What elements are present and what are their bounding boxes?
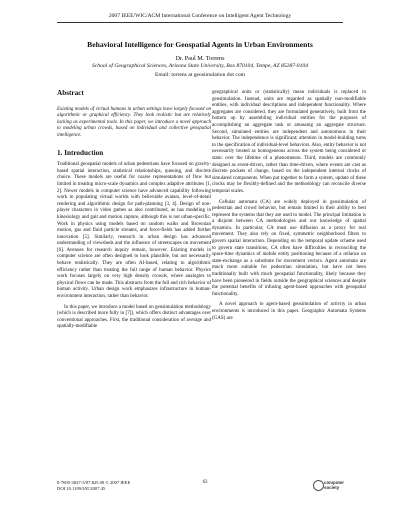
intro-paragraph-2: In this paper, we introduce a model based on geosimulation methodology (which is described more fully in [7]), which offers distinct advantages over conventional approaches. First, the traditional consideration of average and spatially-modifiable <box>57 304 211 330</box>
logo-ring-icon <box>313 480 324 491</box>
introduction-heading: 1. Introduction <box>57 148 104 157</box>
computer-society-logo <box>313 479 343 495</box>
paper-title: Behavioral Intelligence for Geospatial Agents in Urban Environments <box>87 40 313 49</box>
paper-author: Dr. Paul M. Torrens <box>175 55 225 62</box>
right-paragraph-3: A novel approach to agent-based geosimulation of activity in urban environments is introduced in this paper. Geographic Automata Systems (GAS) are <box>212 302 366 321</box>
author-email: Email: torrens at geosimulation dot com <box>155 72 245 78</box>
right-column <box>212 90 366 326</box>
page-footer <box>57 480 130 492</box>
abstract-text: Existing models of virtual humans in urban settings have largely focused on algorithmic or graphical efficiency. They look realistic but are relatively lacking as experimental tools. In this paper, we introduce a novel approach to modeling urban crowds, based on individual and collective geospatial intelligence. <box>57 106 211 138</box>
footer-doi: DOI 10.1109/IAT.2007.45 <box>57 486 106 491</box>
page-number: 63 <box>202 480 208 485</box>
footer-copyright: 0-7695-3027-3/07 $25.00 © 2007 IEEE <box>57 480 131 485</box>
logo-text-line1: computer <box>324 480 345 485</box>
author-affiliation: School of Geographical Sciences, Arizona State University, Box 870104, Tempe, AZ 85287-0104 <box>91 63 308 69</box>
header-divider <box>57 22 343 23</box>
logo-text-line2: society <box>324 485 340 490</box>
conference-header: 2007 IEEE/WIC/ACM International Conference on Intelligent Agent Technology <box>108 13 292 19</box>
left-column <box>57 90 211 335</box>
intro-paragraph-1: Traditional geospatial models of urban pedestrians have focused on gravity-based spatial interaction, statistical relationships, queuing, and discrete choice. These models are useful for coarse representations of flow but limited in treating micro-scale dynamics and complex adaptive attributes [1, 2]. Newer models in computer science have advanced capability following work in populating virtual worlds with believable avatars, level-of-detail rendering and algorithmic design for path-planning [3, 4]. Design of non-player characters in video games as also contributed, as has modeling in kinesiology and gait and motion capture, although this is not urban-specific. Work in physics using models based on random walks and Brownian motion, gas and fluid particle streams, and force-fields has added further innovation [5]. Similarly, research in urban design has advanced understanding of viewsheds and the influence of streetscapes on movement [6]. Avenues for research inquiry remain, however. Existing models in computer science are often designed to look plausible, but not necessarily behave realistically. They are often AI-based, relating to algorithmic efficiency rather than treating the full range of human behavior. Physics work focuses largely on very high density crowds, where analogies to physical flows can be made. This abstracts from the full and rich behavior of human activity. Urban design work emphasizes infrastructure in human-environment interaction, rather than behavior. <box>57 162 211 300</box>
right-paragraph-2: Cellular automata (CA) are widely deployed in geosimulation of pedestrian and crowd behavior, but remain limited in their ability to best represent the systems that they are used to model. The principal limitation is a disjoint between CA methodologies and our knowledge of spatial dynamics. In particular, CA must use diffusion as a proxy for real movement. They also rely on fixed, symmetric neighborhood filters to govern spatial interaction. Depending on the temporal update scheme used to govern state transitions, CA often have difficulties in reconciling the space-time dynamics of mobile entity positioning because of a reliance on state-exchange as a substitute for movement vectors. Agent automata are much more suitable for pedestrian simulation, but have not been traditionally built with much geospatial functionality, likely because they have been pioneered in fields outside the geographical sciences and despite the potential benefits of infusing agent-based approaches with geospatial functionality. <box>212 199 366 297</box>
right-paragraph-1: geographical units or (statistically) mean individuals is replaced in geosimulation. Instead, units are regarded as spatially non-modifiable entities, with individual descriptions and independent functionality. Where aggregates are considered, they are formulated generatively, built from the bottom up by assembling individual entities for the purposes of accomplishing an aggregate task or amassing an aggregate structure. Second, simulated entities are independent and autonomous in their behavior. The independence is significant; attention in model-building turns to the specification of individual-level behaviors. Also, entity behavior is not necessarily treated as homogeneous across the system being considered or static over the lifetime of a phenomenon. Third, models are commonly designed as event-driven, rather than time-driven, where events are cast as discrete pockets of change, based on the independent internal clocks of simulated components. When put together to form a system, update of these clocks may be flexibly-defined and the methodology can reconcile diverse temporal scales. <box>212 90 366 194</box>
abstract-heading: Abstract <box>57 89 84 97</box>
